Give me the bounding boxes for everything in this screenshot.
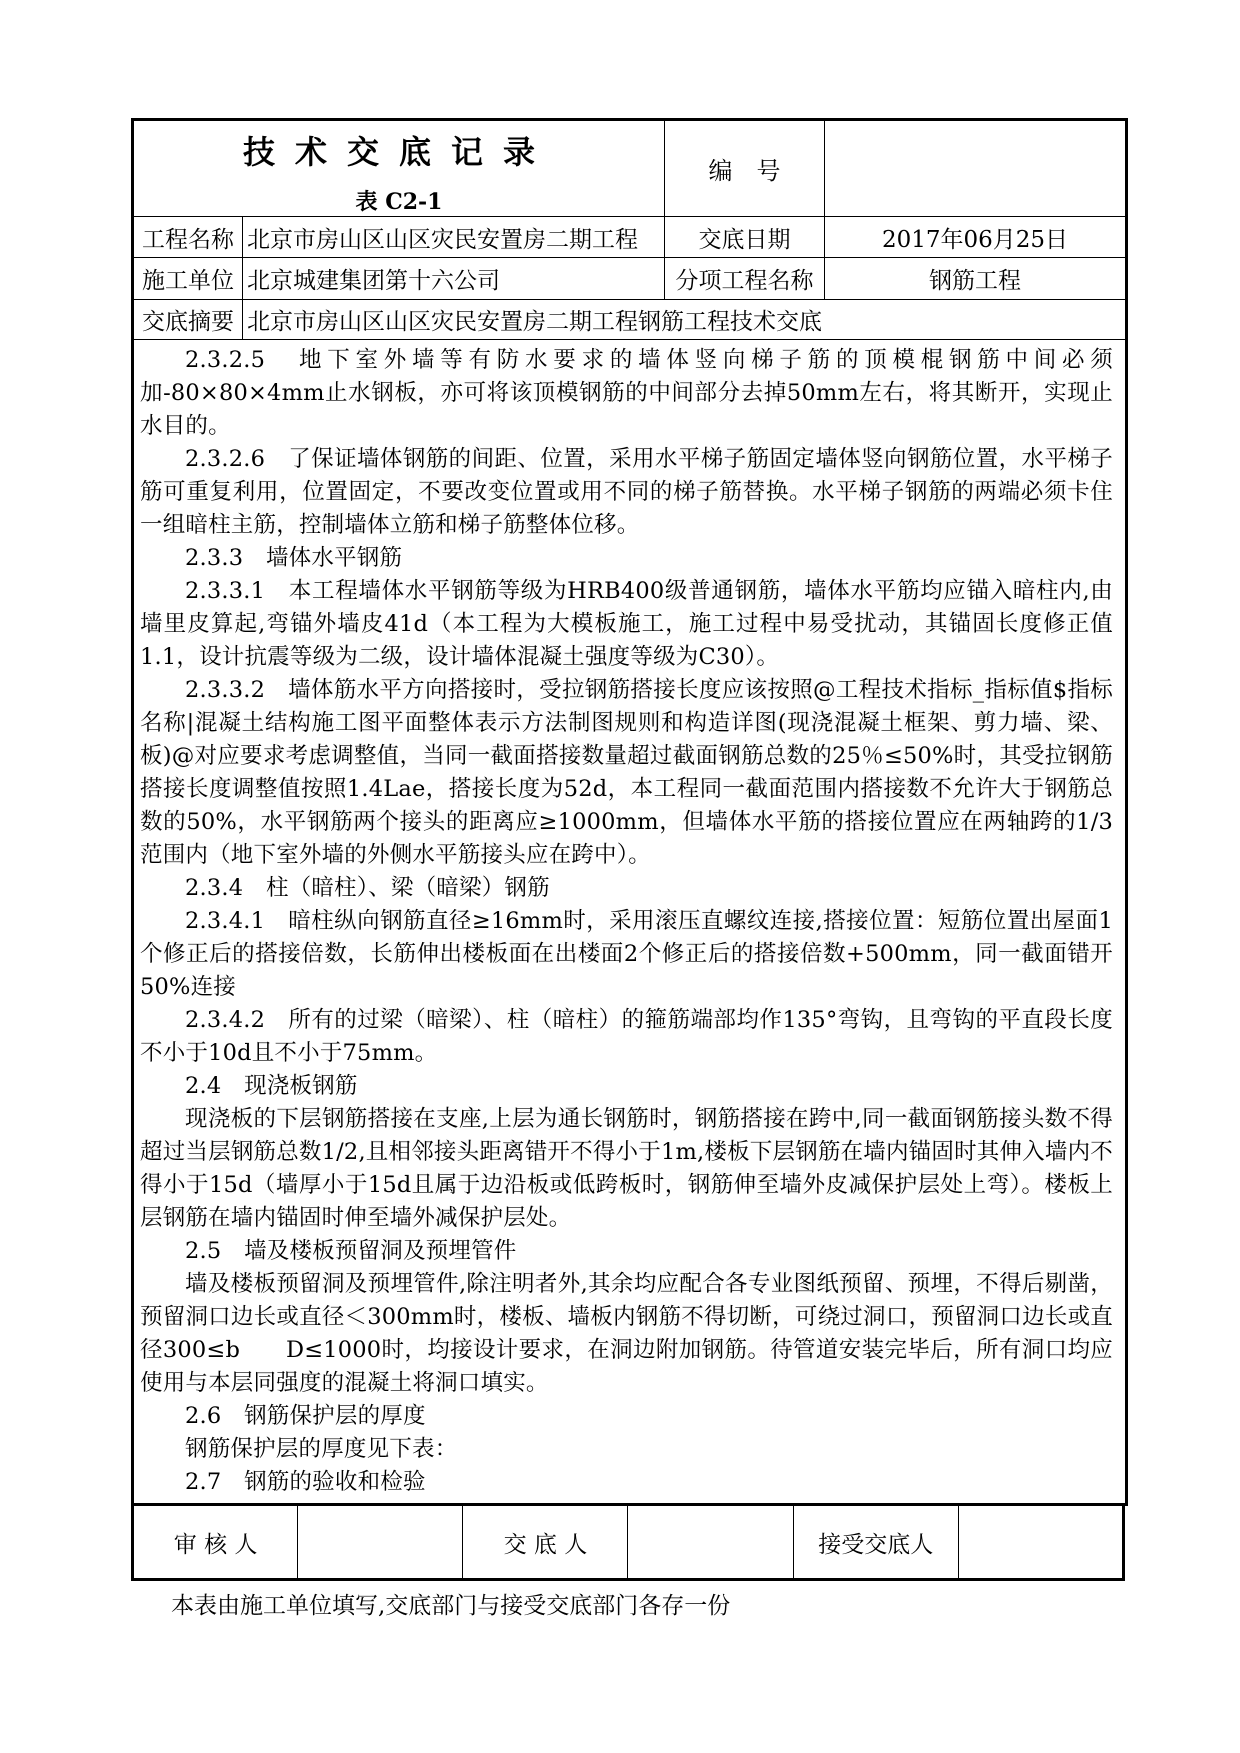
document-page bbox=[131, 118, 1125, 1620]
subproject-value: 钢筋工程 bbox=[825, 258, 1127, 300]
subproject-label: 分项工程名称 bbox=[665, 258, 825, 300]
content-paragraph: 2.3.4.2 所有的过梁（暗梁）、柱（暗柱）的箍筋端部均作135°弯钩，且弯钩的平直段长度不小于10d且不小于75mm。 bbox=[140, 1007, 1114, 1066]
contractor-label: 施工单位 bbox=[133, 258, 243, 300]
summary-value: 北京市房山区山区灾民安置房二期工程钢筋工程技术交底 bbox=[243, 300, 1127, 340]
section-heading: 2.3.3 墙体水平钢筋 bbox=[185, 545, 403, 571]
receiver-label: 接受交底人 bbox=[793, 1506, 958, 1580]
disclosure-content bbox=[133, 340, 1127, 1505]
content-paragraph: 钢筋保护层的厚度见下表： bbox=[185, 1436, 458, 1462]
project-name-label: 工程名称 bbox=[133, 217, 243, 258]
document-title: 技术交底记录 bbox=[243, 133, 556, 171]
reviewer-signature bbox=[298, 1506, 463, 1580]
date-label: 交底日期 bbox=[665, 217, 825, 258]
content-paragraph: 2.3.3.2 墙体筋水平方向搭接时，受拉钢筋搭接长度应该按照@工程技术指标_指标值$指标名称|混凝土结构施工图平面整体表示方法制图规则和构造详图(现浇混凝土框架、剪力墙、梁、板)@对应要求考虑调整值，当同一截面搭接数量超过截面钢筋总数的25％≤50%时，其受拉钢筋搭接长度调整值按照1.4Lae，搭接长度为52d，本工程同一截面范围内搭接数不允许大于钢筋总数的50%，水平钢筋两个接头的距离应≥1000mm，但墙体水平筋的搭接位置应在两轴跨的1/3范围内（地下室外墙的外侧水平筋接头应在跨中）。 bbox=[140, 677, 1114, 868]
reviewer-label: 审 核 人 bbox=[133, 1506, 298, 1580]
footnote: 本表由施工单位填写,交底部门与接受交底部门各存一份 bbox=[171, 1593, 731, 1619]
content-paragraph: 2.3.2.5 地下室外墙等有防水要求的墙体竖向梯子筋的顶模棍钢筋中间必须加-80×80×4mm止水钢板，亦可将该顶模钢筋的中间部分去掉50mm左右，将其断开，实现止水目的。 bbox=[140, 347, 1114, 439]
document-subtitle: 表 C2-1 bbox=[355, 189, 443, 215]
presenter-label: 交 底 人 bbox=[463, 1506, 628, 1580]
section-heading: 2.3.4 柱（暗柱）、梁（暗梁）钢筋 bbox=[185, 875, 550, 901]
title-cell bbox=[133, 120, 665, 217]
summary-label: 交底摘要 bbox=[133, 300, 243, 340]
section-heading: 2.6 钢筋保护层的厚度 bbox=[185, 1403, 426, 1429]
content-paragraph: 墙及楼板预留洞及预埋管件,除注明者外,其余均应配合各专业图纸预留、预埋，不得后剔凿，预留洞口边长或直径＜300mm时，楼板、墙板内钢筋不得切断，可绕过洞口，预留洞口边长或直径300≤b D≤1000时，均接设计要求，在洞边附加钢筋。待管道安装完毕后，所有洞口均应使用与本层同强度的混凝土将洞口填实。 bbox=[140, 1271, 1114, 1396]
number-value bbox=[825, 120, 1127, 217]
number-label: 编 号 bbox=[665, 120, 825, 217]
contractor-name: 北京城建集团第十六公司 bbox=[243, 258, 665, 300]
content-paragraph: 2.3.4.1 暗柱纵向钢筋直径≥16mm时，采用滚压直螺纹连接,搭接位置：短筋位置出屋面1个修正后的搭接倍数，长筋伸出楼板面在出楼面2个修正后的搭接倍数+500mm，同一截面错开50%连接 bbox=[140, 908, 1114, 1000]
content-paragraph: 现浇板的下层钢筋搭接在支座,上层为通长钢筋时，钢筋搭接在跨中,同一截面钢筋接头数不得超过当层钢筋总数1/2,且相邻接头距离错开不得小于1m,楼板下层钢筋在墙内锚固时其伸入墙内不得小于15d（墙厚小于15d且属于边沿板或低跨板时，钢筋伸至墙外皮减保护层处上弯）。楼板上层钢筋在墙内锚固时伸至墙外减保护层处。 bbox=[140, 1106, 1114, 1231]
content-paragraph: 2.3.2.6 了保证墙体钢筋的间距、位置，采用水平梯子筋固定墙体竖向钢筋位置，水平梯子筋可重复利用，位置固定，不要改变位置或用不同的梯子筋替换。水平梯子钢筋的两端必须卡住一组暗柱主筋，控制墙体立筋和梯子筋整体位移。 bbox=[140, 446, 1114, 538]
content-paragraph: 2.3.3.1 本工程墙体水平钢筋等级为HRB400级普通钢筋，墙体水平筋均应锚入暗柱内,由墙里皮算起,弯锚外墙皮41d（本工程为大模板施工，施工过程中易受扰动，其锚固长度修正值1.1，设计抗震等级为二级，设计墙体混凝土强度等级为C30）。 bbox=[140, 578, 1114, 670]
section-heading: 2.4 现浇板钢筋 bbox=[185, 1073, 358, 1099]
date-value: 2017年06月25日 bbox=[825, 217, 1127, 258]
section-heading: 2.7 钢筋的验收和检验 bbox=[185, 1469, 426, 1495]
signature-table bbox=[131, 1506, 1125, 1581]
section-heading: 2.5 墙及楼板预留洞及预埋管件 bbox=[185, 1238, 517, 1264]
disclosure-record-table bbox=[131, 118, 1128, 1506]
presenter-signature bbox=[628, 1506, 793, 1580]
project-name: 北京市房山区山区灾民安置房二期工程 bbox=[243, 217, 665, 258]
receiver-signature bbox=[958, 1506, 1123, 1580]
